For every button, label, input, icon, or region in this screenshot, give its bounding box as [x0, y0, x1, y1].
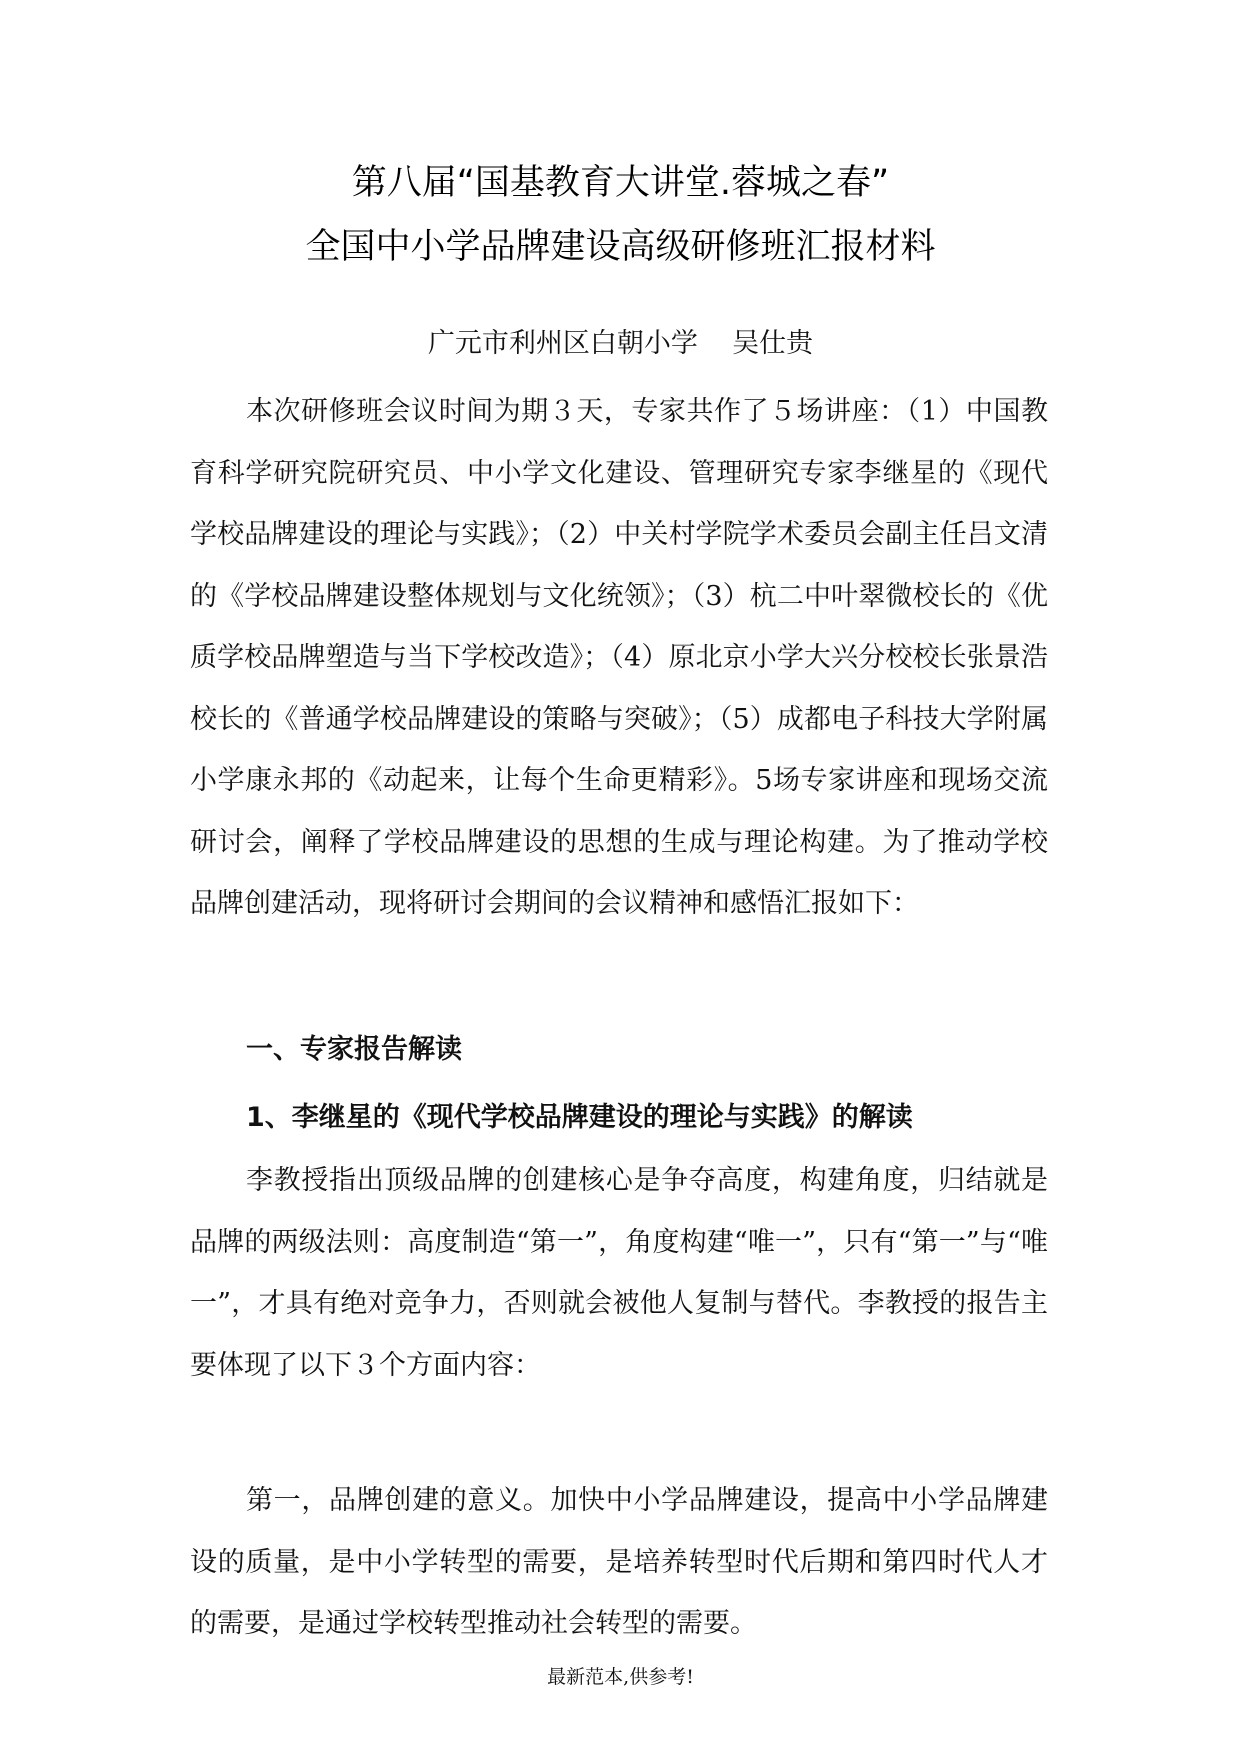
intro-paragraph: 本次研修班会议时间为期３天，专家共作了５场讲座：（1）中国教育科学研究院研究员、中小学文化建设、管理研究专家李继星的《现代学校品牌建设的理论与实践》；（2）中关村学院学术委员会副主任吕文清的《学校品牌建设整体规划与文化统领》；（3）杭二中叶翠微校长的《优质学校品牌塑造与当下学校改造》；（4）原北京小学大兴分校校长张景浩校长的《普通学校品牌建设的策略与突破》；（5）成都电子科技大学附属小学康永邦的《动起来，让每个生命更精彩》。5场专家讲座和现场交流研讨会，阐释了学校品牌建设的思想的生成与理论构建。为了推动学校品牌创建活动，现将研讨会期间的会议精神和感悟汇报如下： — [190, 396, 1048, 919]
document-title-line-1: 第八届“国基教育大讲堂.蓉城之春” — [351, 163, 890, 203]
body-paragraph-3: 第一，品牌创建的意义。加快中小学品牌建设，提高中小学品牌建设的质量，是中小学转型的需要，是培养转型时代后期和第四时代人才的需要，是通过学校转型推动社会转型的需要。 — [190, 1485, 1048, 1639]
document-title-line-2: 全国中小学品牌建设高级研修班汇报材料 — [305, 227, 936, 267]
author-line: 广元市利州区白朝小学 吴仕贵 — [427, 328, 814, 359]
intro-paragraph-block — [190, 381, 1048, 935]
body-paragraph-block-3 — [190, 1470, 1048, 1655]
page-footer: 最新范本,供参考! — [547, 1666, 694, 1688]
subsection-heading: 1、李继星的《现代学校品牌建设的理论与实践》的解读 — [246, 1102, 913, 1133]
body-paragraph-block-2 — [190, 1150, 1048, 1396]
body-paragraph-2: 李教授指出顶级品牌的创建核心是争夺高度，构建角度，归结就是品牌的两级法则：高度制造“第一”，角度构建“唯一”，只有“第一”与“唯一”，才具有绝对竞争力，否则就会被他人复制与替代。李教授的报告主要体现了以下３个方面内容： — [190, 1165, 1048, 1381]
section-heading: 一、专家报告解读 — [246, 1034, 462, 1065]
